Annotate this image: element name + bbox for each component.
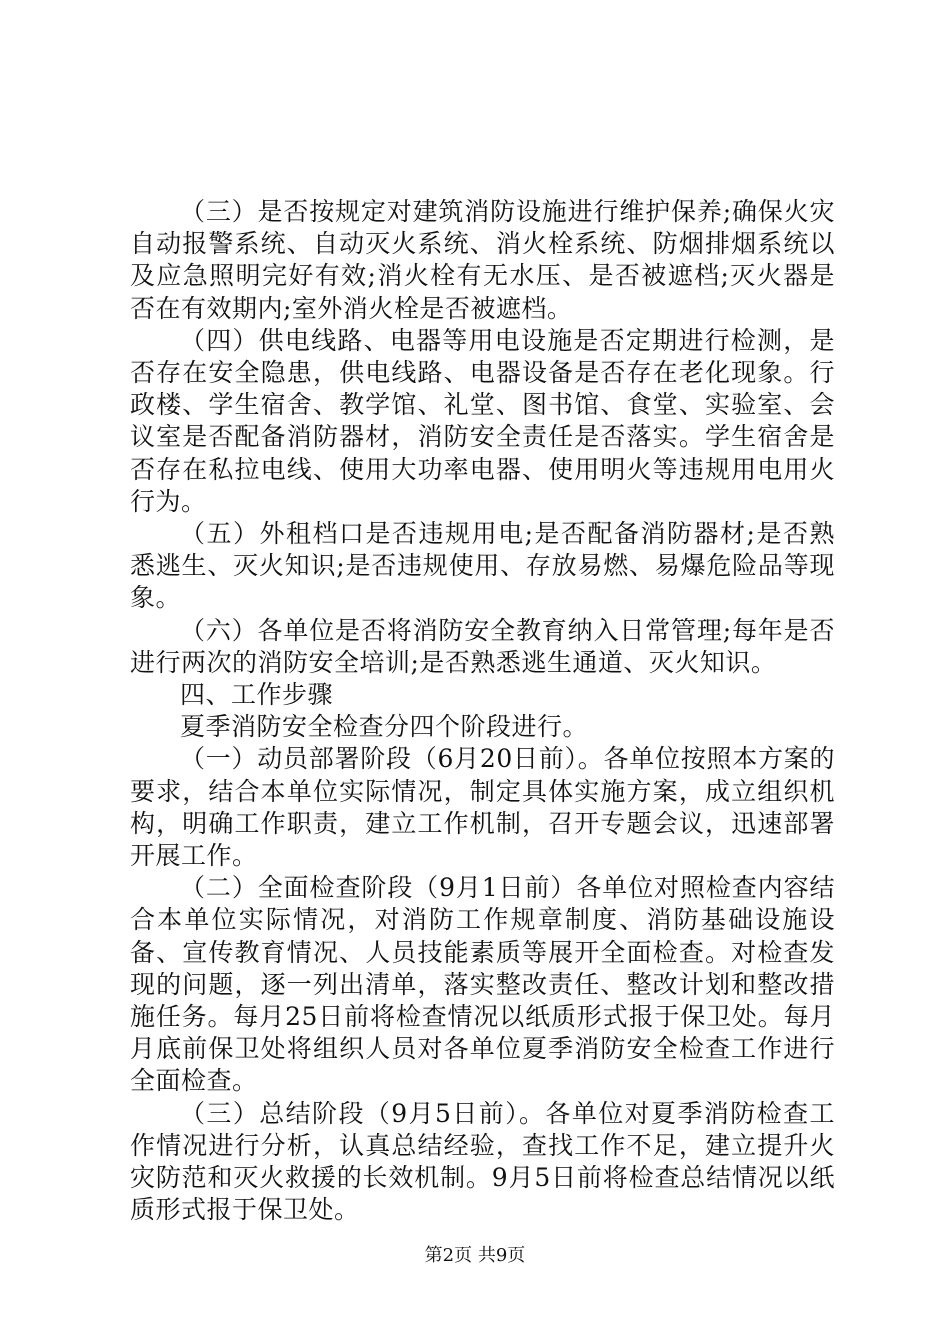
page-footer: 第2页 共9页 <box>424 1245 526 1266</box>
paragraph-stage-summary: （三）总结阶段（9月5日前）。各单位对夏季消防检查工作情况进行分析，认真总结经验，查找工作不足，建立提升火灾防范和灭火救援的长效机制。9月5日前将检查总结情况以纸质形式报于保卫处。 <box>130 1098 835 1225</box>
paragraph-stage-mobilization: （一）动员部署阶段（6月20日前）。各单位按照本方案的要求，结合本单位实际情况，制定具体实施方案，成立组织机构，明确工作职责，建立工作机制，召开专题会议，迅速部署开展工作。 <box>130 744 835 871</box>
section-heading-work-steps: 四、工作步骤 <box>180 680 334 710</box>
paragraph-stages-intro: 夏季消防安全检查分四个阶段进行。 <box>180 712 589 742</box>
document-body <box>130 196 835 1227</box>
paragraph-stage-inspection: （二）全面检查阶段（9月1日前）各单位对照检查内容结合本单位实际情况，对消防工作规章制度、消防基础设施设备、宣传教育情况、人员技能素质等展开全面检查。对检查发现的问题，逐一列出清单，落实整改责任、整改计划和整改措施任务。每月25日前将检查情况以纸质形式报于保卫处。每月月底前保卫处将组织人员对各单位夏季消防安全检查工作进行全面检查。 <box>130 873 835 1096</box>
paragraph-electrical-safety: （四）供电线路、电器等用电设施是否定期进行检测，是否存在安全隐患，供电线路、电器设备是否存在老化现象。行政楼、学生宿舍、教学馆、礼堂、图书馆、食堂、实验室、会议室是否配备消防器材，消防安全责任是否落实。学生宿舍是否存在私拉电线、使用大功率电器、使用明火等违规用电用火行为。 <box>130 325 835 516</box>
paragraph-rental-stalls: （五）外租档口是否违规用电;是否配备消防器材;是否熟悉逃生、灭火知识;是否违规使用、存放易燃、易爆危险品等现象。 <box>130 519 835 613</box>
paragraph-safety-education: （六）各单位是否将消防安全教育纳入日常管理;每年是否进行两次的消防安全培训;是否熟悉逃生通道、灭火知识。 <box>130 615 835 677</box>
paragraph-facility-maintenance: （三）是否按规定对建筑消防设施进行维护保养;确保火灾自动报警系统、自动灭火系统、消火栓系统、防烟排烟系统以及应急照明完好有效;消火栓有无水压、是否被遮档;灭火器是否在有效期内;室外消火栓是否被遮档。 <box>130 197 835 323</box>
